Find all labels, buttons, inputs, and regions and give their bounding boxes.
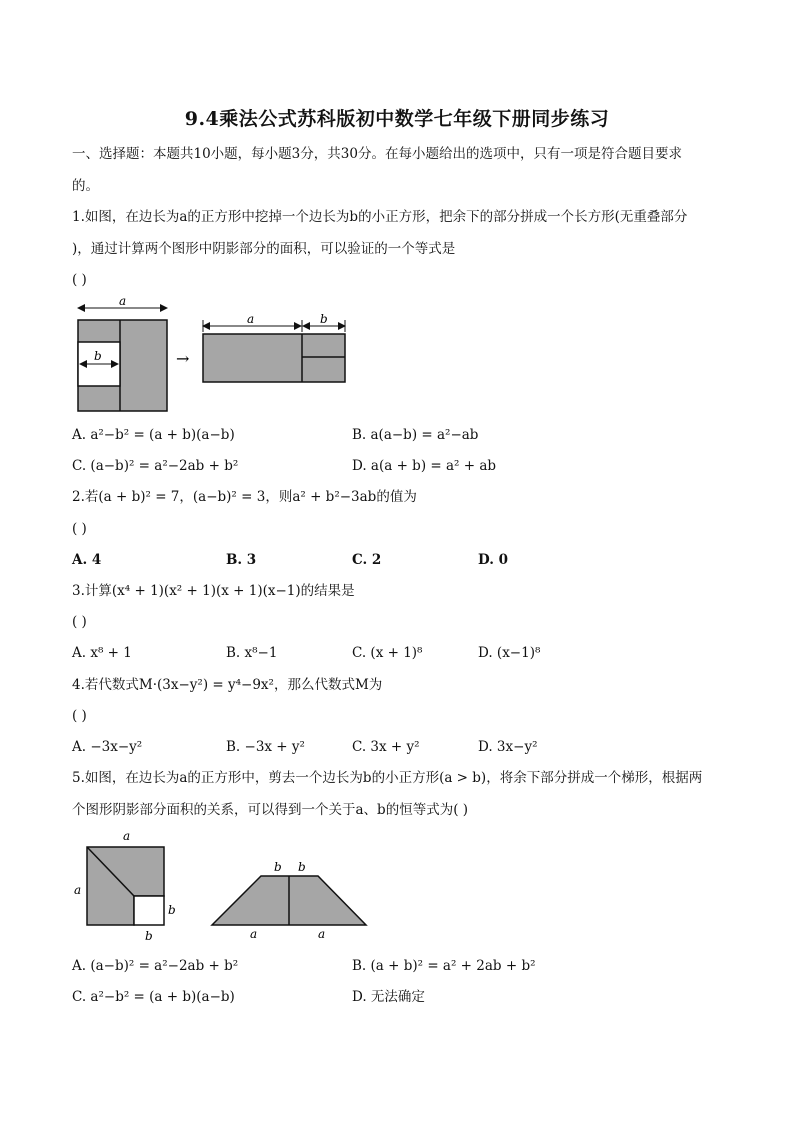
page-title: 9.4乘法公式苏科版初中数学七年级下册同步练习 (184, 108, 610, 130)
q4-option-b[interactable]: B. −3x + y² (226, 739, 305, 755)
q5-option-a[interactable]: A. (a−b)² = a²−2ab + b² (72, 958, 239, 974)
q3-answer-paren: ( ) (72, 614, 87, 630)
q5-figure (70, 826, 380, 946)
q2-option-c[interactable]: C. 2 (352, 552, 382, 568)
q2-option-b[interactable]: B. 3 (226, 552, 257, 568)
q3-option-c[interactable]: C. (x + 1)⁸ (352, 645, 423, 661)
q1-figure (70, 292, 360, 417)
q2-stem: 2.若(a + b)² = 7，(a−b)² = 3，则a² + b²−3ab的值为 (72, 489, 417, 505)
q1-label-b1: b (94, 349, 102, 363)
q1-label-b2: b (320, 312, 328, 326)
q5-label-bottom-a1: a (250, 927, 258, 941)
q4-stem: 4.若代数式M·(3x−y²) = y⁴−9x²，那么代数式M为 (72, 677, 383, 693)
q5-stem-line1: 5.如图，在边长为a的正方形中，剪去一个边长为b的小正方形(a > b)，将余下部分拼成一个梯形，根据两 (72, 770, 703, 786)
q3-stem: 3.计算(x⁴ + 1)(x² + 1)(x + 1)(x−1)的结果是 (72, 583, 355, 599)
q5-label-bottom-a2: a (318, 927, 326, 941)
q4-option-a[interactable]: A. −3x−y² (72, 739, 143, 755)
q3-option-d[interactable]: D. (x−1)⁸ (478, 645, 541, 661)
q1-answer-paren: ( ) (72, 272, 87, 288)
q5-stem-line2: 个图形阴影部分面积的关系，可以得到一个关于a、b的恒等式为( ) (72, 802, 469, 818)
q1-option-d[interactable]: D. a(a + b) = a² + ab (352, 458, 497, 474)
q3-option-a[interactable]: A. x⁸ + 1 (72, 645, 132, 661)
q5-label-top-b2: b (298, 860, 306, 874)
q1-label-a2: a (247, 312, 255, 326)
q5-option-b[interactable]: B. (a + b)² = a² + 2ab + b² (352, 958, 536, 974)
q4-answer-paren: ( ) (72, 708, 87, 724)
q2-answer-paren: ( ) (72, 521, 87, 537)
q5-label-bottom-b: b (145, 929, 153, 943)
q2-option-a[interactable]: A. 4 (72, 552, 102, 568)
q1-stem-line2: )，通过计算两个图形中阴影部分的面积，可以验证的一个等式是 (72, 241, 456, 257)
q5-option-d[interactable]: D. 无法确定 (352, 989, 425, 1005)
q1-option-b[interactable]: B. a(a−b) = a²−ab (352, 427, 479, 443)
section-instruction-line1: 一、选择题：本题共10小题，每小题3分，共30分。在每小题给出的选项中，只有一项是符合题目要求 (72, 146, 682, 162)
q5-label-right-b: b (168, 903, 176, 917)
q4-option-c[interactable]: C. 3x + y² (352, 739, 420, 755)
q5-cutout-square (134, 896, 164, 925)
q1-label-a1: a (119, 294, 127, 308)
q2-option-d[interactable]: D. 0 (478, 552, 509, 568)
q1-arrow-icon: → (176, 349, 190, 368)
q3-option-b[interactable]: B. x⁸−1 (226, 645, 278, 661)
q1-option-a[interactable]: A. a²−b² = (a + b)(a−b) (72, 427, 235, 443)
q5-option-c[interactable]: C. a²−b² = (a + b)(a−b) (72, 989, 235, 1005)
q5-label-top-b1: b (274, 860, 282, 874)
section-instruction-line2: 的。 (72, 178, 99, 194)
q5-label-left-a: a (74, 883, 82, 897)
q4-option-d[interactable]: D. 3x−y² (478, 739, 538, 755)
q5-label-top-a: a (123, 829, 131, 843)
q1-stem-line1: 1.如图，在边长为a的正方形中挖掉一个边长为b的小正方形，把余下的部分拼成一个长方形(无重叠部分 (72, 209, 688, 225)
q1-long-rectangle (203, 334, 345, 382)
q1-option-c[interactable]: C. (a−b)² = a²−2ab + b² (72, 458, 239, 474)
